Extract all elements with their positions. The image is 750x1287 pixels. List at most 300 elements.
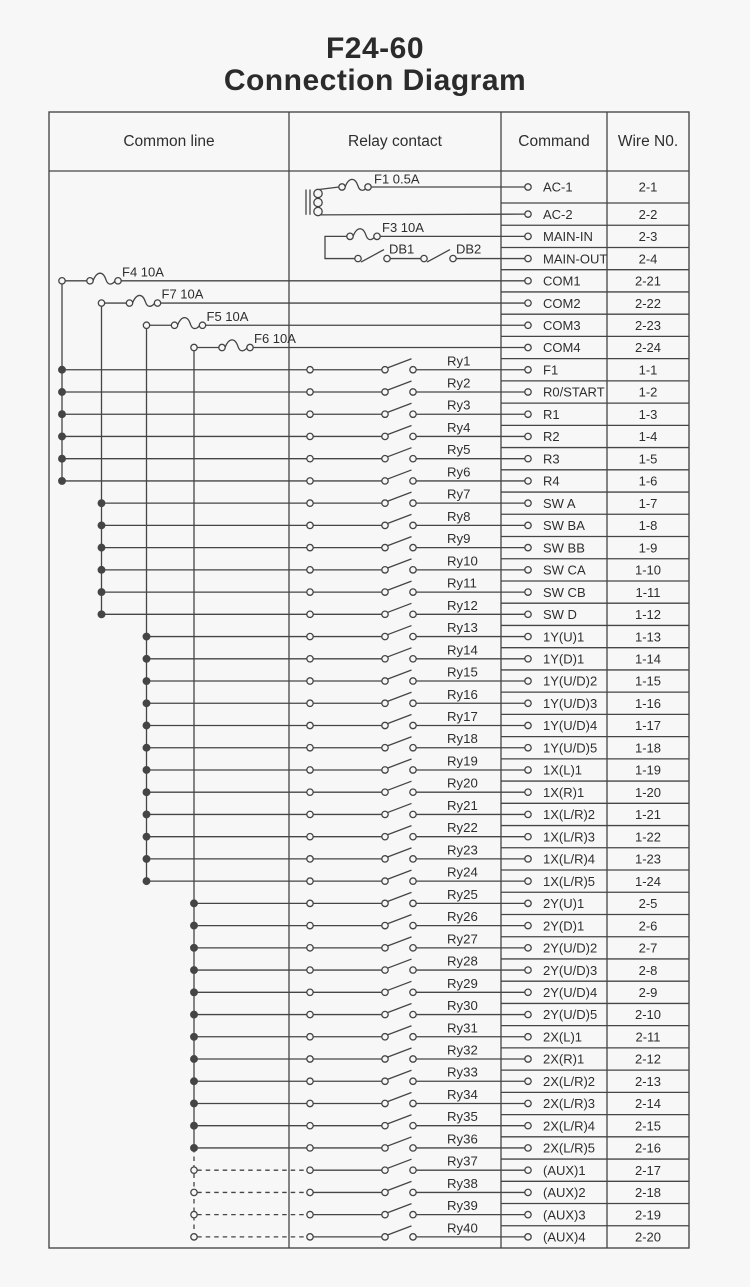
contact-terminal-circle [307,767,313,773]
command-terminal-circle [525,1189,531,1195]
contact-terminal-circle [307,455,313,461]
aux-start-circle [191,1234,197,1240]
wire-number-label: 2-22 [634,295,662,311]
contact-terminal-circle [307,678,313,684]
aux-start-circle [191,1189,197,1195]
relay-label: Ry36 [447,1131,478,1147]
contact-terminal-circle [382,544,388,550]
column-header-wire-no: Wire N0. [617,133,679,150]
wire-number-label: 1-5 [638,451,658,467]
contact-terminal-circle [410,1145,416,1151]
wire-number-label: 2-18 [634,1185,662,1201]
command-terminal-circle [525,233,531,239]
command-label: COM3 [543,317,581,333]
command-terminal-circle [525,1234,531,1240]
fuse-label: F1 0.5A [374,171,420,187]
column-header-common-line: Common line [123,133,215,150]
contact-terminal-circle [382,1123,388,1129]
command-label: 1X(L/R)2 [543,807,596,823]
contact-terminal-circle [382,1078,388,1084]
bus-junction-dot [59,411,66,418]
command-label: MAIN-IN [543,229,593,245]
command-label: SW CA [543,562,586,578]
fuse-terminal-circle [115,278,121,284]
command-label: 1Y(U/D)2 [543,673,598,689]
command-label: (AUX)4 [543,1229,586,1245]
relay-blade [387,1004,412,1014]
wire-number-label: 1-1 [638,362,658,378]
bus-junction-dot [191,989,198,996]
contact-terminal-circle [382,722,388,728]
command-label: F1 [543,362,559,378]
aux-start-circle [191,1167,197,1173]
relay-label: Ry32 [447,1042,478,1058]
contact-terminal-circle [307,1100,313,1106]
contact-terminal-circle [382,833,388,839]
wire-number-label: 1-22 [634,829,662,845]
contact-terminal-circle [307,500,313,506]
command-terminal-circle [525,589,531,595]
contact-terminal-circle [410,500,416,506]
contact-terminal-circle [307,544,313,550]
contact-terminal-circle [307,789,313,795]
wire-number-label: 2-1 [638,179,658,195]
fuse-label: F6 10A [254,331,296,347]
contact-terminal-circle [410,455,416,461]
bus-junction-dot [191,945,198,952]
fuse-label: F3 10A [382,219,424,235]
aux-start-circle [191,1211,197,1217]
wire-number-label: 1-15 [634,673,662,689]
command-terminal-circle [525,633,531,639]
bus-junction-dot [143,811,150,818]
relay-blade [387,1026,412,1036]
bus-junction-dot [59,433,66,440]
wire-number-label: 2-8 [638,962,658,978]
command-terminal-circle [525,344,531,350]
fuse-terminal-circle [374,233,380,239]
wire-number-label: 2-13 [634,1073,662,1089]
wire-number-label: 1-23 [634,851,662,867]
wire-number-label: 2-20 [634,1229,662,1245]
wire-number-label: 1-24 [634,873,662,889]
relay-blade [387,1159,412,1169]
relay-label: Ry33 [447,1064,478,1080]
wire-number-label: 1-8 [638,518,658,534]
bus-junction-dot [98,522,105,529]
relay-blade [387,848,412,858]
command-terminal-circle [525,1145,531,1151]
command-terminal-circle [525,455,531,461]
relay-label: Ry13 [447,620,478,636]
relay-blade [387,692,412,702]
relay-label: Ry23 [447,842,478,858]
contact-terminal-circle [410,1123,416,1129]
contact-terminal-circle [307,833,313,839]
wire-number-label: 1-6 [638,473,658,489]
command-label: 1Y(U/D)4 [543,718,598,734]
contact-terminal-circle [410,478,416,484]
wire-number-label: 1-11 [635,584,661,600]
relay-blade [387,714,412,724]
ac1-lead [319,187,339,190]
command-label: 2Y(D)1 [543,918,585,934]
contact-terminal-circle [382,1100,388,1106]
contact-terminal-circle [410,767,416,773]
command-terminal-circle [525,1034,531,1040]
contact-terminal-circle [307,411,313,417]
contact-terminal-circle [382,700,388,706]
command-terminal-circle [525,184,531,190]
relay-label: Ry4 [447,419,471,435]
contact-terminal-circle [382,411,388,417]
breaker-blade [427,250,450,262]
relay-label: Ry28 [447,953,478,969]
relay-blade [387,559,412,569]
wire-number-label: 1-12 [634,607,662,623]
fuse-label: F5 10A [206,308,249,324]
relay-blade [387,359,412,369]
relay-label: Ry8 [447,508,471,524]
contact-terminal-circle [307,945,313,951]
bus-junction-dot [143,700,150,707]
command-label: 2Y(U/D)2 [543,940,598,956]
breaker-terminal-circle [355,255,361,261]
wire-number-label: 1-7 [638,495,658,511]
bus-junction-dot [143,633,150,640]
command-label: R3 [543,451,560,467]
command-terminal-circle [525,322,531,328]
command-terminal-circle [525,745,531,751]
relay-label: Ry9 [447,531,471,547]
command-label: (AUX)1 [543,1162,586,1178]
relay-label: Ry31 [447,1020,478,1036]
contact-terminal-circle [307,722,313,728]
command-label: SW BA [543,518,585,534]
command-label: 1X(L/R)4 [543,851,596,867]
contact-terminal-circle [382,389,388,395]
command-terminal-circle [525,722,531,728]
command-label: 1Y(U)1 [543,629,585,645]
command-terminal-circle [525,678,531,684]
relay-blade [387,514,412,524]
wire-number-label: 2-21 [634,273,662,289]
contact-terminal-circle [307,567,313,573]
wire-number-label: 1-2 [638,384,658,400]
bus-junction-dot [143,878,150,885]
command-label: 2X(L/R)2 [543,1073,596,1089]
contact-terminal-circle [410,789,416,795]
wire-number-label: 2-23 [634,317,662,333]
bus-junction-dot [191,922,198,929]
relay-label: Ry18 [447,731,478,747]
relay-label: Ry19 [447,753,478,769]
relay-blade [387,1137,412,1147]
bus-junction-dot [59,389,66,396]
relay-label: Ry40 [447,1220,478,1236]
wire-number-label: 2-16 [634,1140,662,1156]
bus-junction-dot [191,1033,198,1040]
wire-number-label: 2-3 [638,229,658,245]
wire-number-label: 2-10 [634,1007,662,1023]
wire-number-label: 2-2 [638,206,658,222]
relay-blade [387,381,412,391]
contact-terminal-circle [382,633,388,639]
relay-blade [387,1226,412,1236]
wire-number-label: 1-14 [634,651,662,667]
contact-terminal-circle [307,1078,313,1084]
command-terminal-circle [525,367,531,373]
relay-blade [387,603,412,613]
command-terminal-circle [525,656,531,662]
wire-number-label: 1-3 [638,406,658,422]
contact-terminal-circle [382,878,388,884]
relay-label: Ry20 [447,775,478,791]
fuse-terminal-circle [154,300,160,306]
relay-label: Ry1 [447,353,471,369]
contact-terminal-circle [410,367,416,373]
relay-label: Ry7 [447,486,471,502]
relay-label: Ry3 [447,397,471,413]
contact-terminal-circle [382,945,388,951]
command-terminal-circle [525,900,531,906]
relay-label: Ry29 [447,975,478,991]
relay-blade [387,626,412,636]
bus-top-circle [59,278,65,284]
contact-terminal-circle [410,745,416,751]
contact-terminal-circle [307,745,313,751]
contact-terminal-circle [307,389,313,395]
relay-label: Ry27 [447,931,478,947]
bus-junction-dot [59,478,66,485]
page-title-model: F24-60 [325,32,425,65]
contact-terminal-circle [410,878,416,884]
wire-number-label: 2-6 [638,918,658,934]
relay-label: Ry25 [447,886,478,902]
bus-junction-dot [191,1100,198,1107]
transformer-winding [314,198,322,206]
command-terminal-circle [525,1167,531,1173]
relay-label: Ry14 [447,642,478,658]
command-label: MAIN-OUT [543,251,608,267]
command-label: COM2 [543,295,581,311]
relay-label: Ry30 [447,998,478,1014]
bus-junction-dot [191,1056,198,1063]
contact-terminal-circle [307,811,313,817]
relay-blade [387,803,412,813]
contact-terminal-circle [307,989,313,995]
command-label: 2X(L)1 [543,1029,583,1045]
contact-terminal-circle [307,878,313,884]
wire-number-label: 1-19 [634,762,662,778]
bus-junction-dot [98,500,105,507]
command-label: 1X(L)1 [543,762,583,778]
command-terminal-circle [525,922,531,928]
command-label: 2Y(U)1 [543,896,585,912]
fuse-terminal-circle [87,278,93,284]
contact-terminal-circle [307,656,313,662]
relay-blade [387,425,412,435]
wire-number-label: 2-12 [634,1051,662,1067]
contact-terminal-circle [410,856,416,862]
command-label: 2X(L/R)5 [543,1140,596,1156]
contact-terminal-circle [410,567,416,573]
contact-terminal-circle [382,367,388,373]
bus-junction-dot [98,589,105,596]
contact-terminal-circle [307,922,313,928]
bus-junction-dot [98,611,105,618]
command-terminal-circle [525,300,531,306]
command-label: 2X(L/R)3 [543,1096,596,1112]
relay-label: Ry22 [447,820,478,836]
contact-terminal-circle [307,1211,313,1217]
bus-junction-dot [191,1122,198,1129]
contact-terminal-circle [307,367,313,373]
contact-terminal-circle [410,967,416,973]
contact-terminal-circle [410,1034,416,1040]
contact-terminal-circle [307,856,313,862]
contact-terminal-circle [382,789,388,795]
command-label: COM1 [543,273,581,289]
contact-terminal-circle [410,989,416,995]
command-terminal-circle [525,789,531,795]
wire-number-label: 2-19 [634,1207,662,1223]
command-terminal-circle [525,1100,531,1106]
command-terminal-circle [525,500,531,506]
contact-terminal-circle [410,1100,416,1106]
wire-number-label: 2-15 [634,1118,662,1134]
contact-terminal-circle [410,811,416,817]
wire-number-label: 2-9 [638,985,658,1001]
contact-terminal-circle [307,1034,313,1040]
command-terminal-circle [525,967,531,973]
column-header-command: Command [518,133,590,150]
contact-terminal-circle [410,833,416,839]
relay-label: Ry26 [447,909,478,925]
fuse-wave [178,318,202,329]
relay-blade [387,959,412,969]
wire-number-label: 2-11 [635,1029,661,1045]
contact-terminal-circle [410,633,416,639]
fuse-terminal-circle [339,184,345,190]
contact-terminal-circle [382,611,388,617]
command-terminal-circle [525,767,531,773]
wire-number-label: 1-16 [634,695,662,711]
relay-label: Ry34 [447,1086,478,1102]
contact-terminal-circle [382,745,388,751]
contact-terminal-circle [307,433,313,439]
command-terminal-circle [525,411,531,417]
contact-terminal-circle [307,967,313,973]
page-title-subtitle: Connection Diagram [223,64,527,97]
command-terminal-circle [525,567,531,573]
contact-terminal-circle [410,589,416,595]
bus-top-circle [98,300,104,306]
bus-junction-dot [98,567,105,574]
wire-number-label: 2-5 [638,896,658,912]
breaker-label: DB1 [389,241,415,257]
fuse-terminal-circle [247,344,253,350]
bus-junction-dot [59,455,66,462]
contact-terminal-circle [410,411,416,417]
command-terminal-circle [525,389,531,395]
relay-blade [387,870,412,880]
contact-terminal-circle [382,500,388,506]
contact-terminal-circle [382,656,388,662]
contact-terminal-circle [382,567,388,573]
relay-label: Ry10 [447,553,478,569]
command-terminal-circle [525,544,531,550]
command-terminal-circle [525,478,531,484]
relay-blade [387,1115,412,1125]
command-label: R4 [543,473,560,489]
wire-number-label: 1-13 [634,629,662,645]
relay-label: Ry39 [447,1198,478,1214]
contact-terminal-circle [410,900,416,906]
command-terminal-circle [525,278,531,284]
contact-terminal-circle [410,656,416,662]
contact-terminal-circle [410,1056,416,1062]
contact-terminal-circle [307,1189,313,1195]
wire-number-label: 2-7 [638,940,658,956]
column-header-relay-contact: Relay contact [348,133,442,150]
fuse-label: F7 10A [161,286,204,302]
command-label: SW A [543,495,576,511]
contact-terminal-circle [382,922,388,928]
bus-junction-dot [98,544,105,551]
command-terminal-circle [525,1123,531,1129]
contact-terminal-circle [382,455,388,461]
relay-label: Ry2 [447,375,471,391]
relay-label: Ry24 [447,864,478,880]
command-label: 2X(R)1 [543,1051,585,1067]
command-terminal-circle [525,945,531,951]
bus-top-circle [191,344,197,350]
contact-terminal-circle [382,589,388,595]
contact-terminal-circle [410,700,416,706]
bus-junction-dot [143,722,150,729]
relay-label: Ry6 [447,464,471,480]
command-label: 2Y(U/D)5 [543,1007,598,1023]
contact-terminal-circle [307,611,313,617]
contact-terminal-circle [307,1145,313,1151]
command-terminal-circle [525,1078,531,1084]
contact-terminal-circle [410,1011,416,1017]
bus-junction-dot [191,1145,198,1152]
contact-terminal-circle [307,589,313,595]
wire-number-label: 2-4 [638,251,658,267]
relay-blade [387,759,412,769]
contact-terminal-circle [410,1167,416,1173]
bus-top-circle [143,322,149,328]
contact-terminal-circle [382,1234,388,1240]
relay-blade [387,981,412,991]
command-terminal-circle [525,856,531,862]
contact-terminal-circle [382,1034,388,1040]
relay-label: Ry21 [447,797,478,813]
command-label: 1X(L/R)5 [543,873,596,889]
contact-terminal-circle [382,678,388,684]
command-label: AC-1 [543,179,573,195]
contact-terminal-circle [307,1167,313,1173]
relay-blade [387,670,412,680]
fuse-wave [93,273,117,284]
breaker-label: DB2 [456,241,482,257]
contact-terminal-circle [410,945,416,951]
command-terminal-circle [525,833,531,839]
fuse-wave [133,295,157,306]
relay-blade [387,403,412,413]
